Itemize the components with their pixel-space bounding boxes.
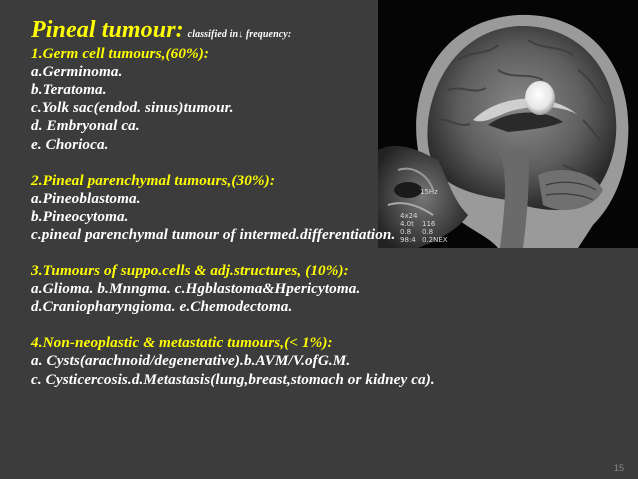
mri-label: 116 xyxy=(422,220,436,228)
mri-label: 0.8 xyxy=(422,228,434,236)
list-item: a.Germinoma. xyxy=(31,63,123,81)
list-item: b.Pineocytoma. xyxy=(31,207,129,225)
page-subtitle: classified in↓ frequency: xyxy=(187,29,292,40)
section-supporting-cells xyxy=(31,262,631,316)
list-item: a.Glioma. b.Mnngma. c.Hgblastoma&Hpericytoma. xyxy=(31,280,361,298)
mri-label: 4.0t xyxy=(400,220,414,228)
page-number: 15 xyxy=(613,463,624,473)
section-pineal-parenchymal xyxy=(31,172,631,244)
list-item: d.Craniopharyngioma. e.Chemodectoma. xyxy=(31,298,293,316)
list-item: d. Embryonal ca. xyxy=(31,117,140,135)
list-item: e. Chorioca. xyxy=(31,135,109,153)
mri-label: 0.8 xyxy=(400,228,412,236)
mri-label: 15Hz xyxy=(420,188,438,196)
slide-content xyxy=(31,16,631,389)
section-germ-cell xyxy=(31,45,631,154)
list-item: a.Pineoblastoma. xyxy=(31,189,141,207)
title-line xyxy=(31,16,631,44)
mri-label: 0.2NEX xyxy=(422,236,448,244)
section-non-neoplastic xyxy=(31,334,631,388)
list-item: b.Teratoma. xyxy=(31,81,107,99)
list-item: c.Yolk sac(endod. sinus)tumour. xyxy=(31,99,234,117)
list-item: c.pineal parenchymal tumour of intermed.differentiation. xyxy=(31,225,396,243)
mri-label: 98:4 xyxy=(400,236,416,244)
list-item: c. Cysticercosis.d.Metastasis(lung,breast,stomach or kidney ca). xyxy=(31,370,435,388)
mri-label: 4x24 xyxy=(400,212,418,220)
section-heading: 4.Non-neoplastic & metastatic tumours,(< 1%): xyxy=(31,334,333,352)
section-heading: 2.Pineal parenchymal tumours,(30%): xyxy=(31,171,275,189)
section-heading: 3.Tumours of suppo.cells & adj.structures, (10%): xyxy=(31,262,349,280)
section-heading: 1.Germ cell tumours,(60%): xyxy=(31,45,210,63)
page-title: Pineal tumour: xyxy=(31,17,184,43)
list-item: a. Cysts(arachnoid/degenerative).b.AVM/V.ofG.M. xyxy=(31,352,351,370)
